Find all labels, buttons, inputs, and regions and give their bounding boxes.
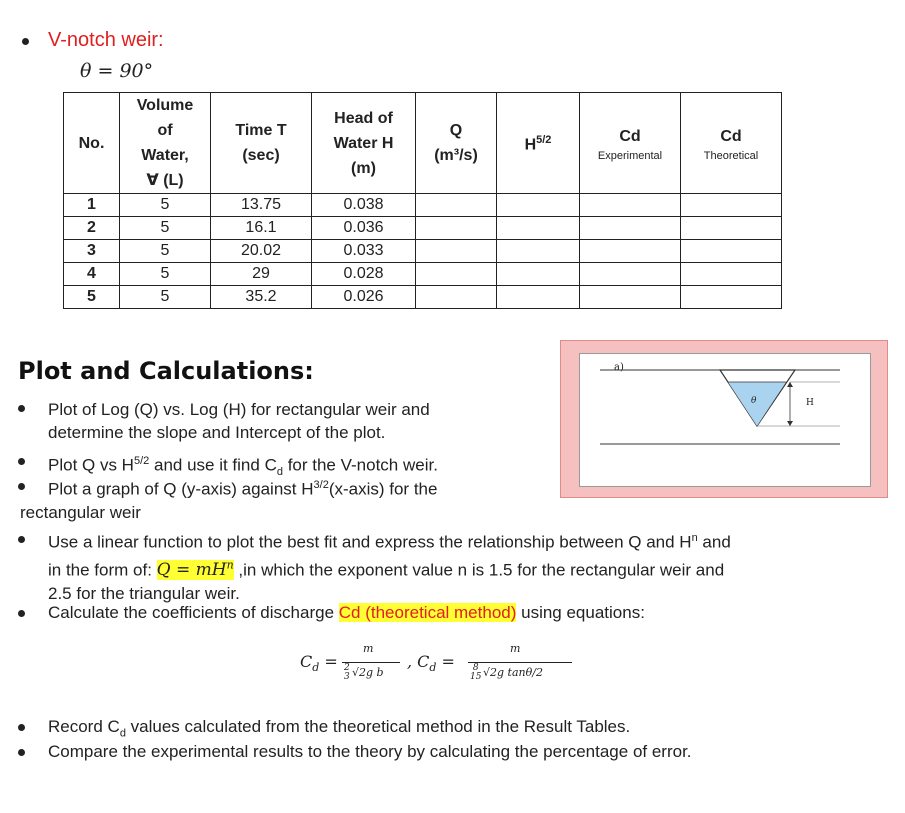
- h-label: H: [806, 398, 814, 408]
- vnotch-figure: [560, 340, 888, 498]
- header-head: Head of Water H (m): [312, 93, 416, 194]
- table-row: 3 5 20.02 0.033: [64, 240, 782, 263]
- bullet-text-log-plot: Plot of Log (Q) vs. Log (H) for rectangular weir and determine the slope and Intercept of the plot.: [48, 400, 430, 442]
- table-row: 4 5 29 0.028: [64, 263, 782, 286]
- bullet-text-graph-h32: Plot a graph of Q (y-axis) against $H^{3/2}(x-axis)$ for the rectangular weir: [20, 479, 438, 522]
- bullet: [18, 610, 25, 617]
- header-no: No.: [64, 93, 120, 194]
- table-row: 2 5 16.1 0.036: [64, 217, 782, 240]
- bullet-text-compare: Compare the experimental results to the theory by calculating the percentage of error.: [48, 742, 692, 761]
- bullet: [18, 458, 25, 465]
- figure-label: a): [614, 362, 624, 373]
- bullet: [18, 483, 25, 490]
- equations: $C_d$ = m 2 3 √2g b , $C_d$ = m 8 15 √2g tanθ/2: [300, 640, 600, 690]
- data-table: [63, 92, 782, 309]
- bullet: [18, 749, 25, 756]
- bullet-text-record: Record $C_d$ values calculated from the theoretical method in the Result Tables.: [48, 717, 631, 740]
- header-h52: $H^{5/2}$: [497, 93, 580, 194]
- header-cd-experimental: Cd Experimental: [580, 93, 681, 194]
- cd-theoretical-highlight: Cd (theoretical method): [338, 603, 517, 622]
- table-row: 1 5 13.75 0.038: [64, 194, 782, 217]
- bullet: [22, 38, 29, 45]
- bullet: [18, 405, 25, 412]
- bullet: [18, 536, 25, 543]
- section-title: V-notch weir:: [48, 29, 164, 51]
- header-q: Q (m³/s): [416, 93, 497, 194]
- table-row: 5 5 35.2 0.026: [64, 286, 782, 309]
- vnotch-figure-inner: [579, 353, 871, 487]
- bullet: [18, 724, 25, 731]
- table-header-row: [64, 93, 782, 194]
- bullet-text-coefficients: Calculate the coefficients of discharge Cd (theoretical method) using equations:: [48, 603, 645, 622]
- header-volume: Volume of Water, ∀ (L): [120, 93, 211, 194]
- header-time: Time T (sec): [211, 93, 312, 194]
- plot-title: Plot and Calculations:: [18, 357, 314, 385]
- theta-label: θ: [751, 396, 757, 406]
- header-cd-theoretical: Cd Theoretical: [681, 93, 782, 194]
- theta-value: θ = 90°: [80, 60, 154, 82]
- bullet-text-q-vs-h52: Plot Q vs $H^{5/2}$ and use it find $C_d$ for the V-notch weir.: [48, 455, 438, 479]
- formula-highlight: $Q = mH^n$: [156, 558, 234, 581]
- bullet-text-linear-function: Use a linear function to plot the best fit and express the relationship between Q and $H^n$ and in the form of: $Q = mH^n$ ,in which the exponent value n is 1.5 for the rectangular weir and 2.5 for the triangular weir.: [48, 532, 731, 604]
- vnotch-diagram: [580, 354, 870, 486]
